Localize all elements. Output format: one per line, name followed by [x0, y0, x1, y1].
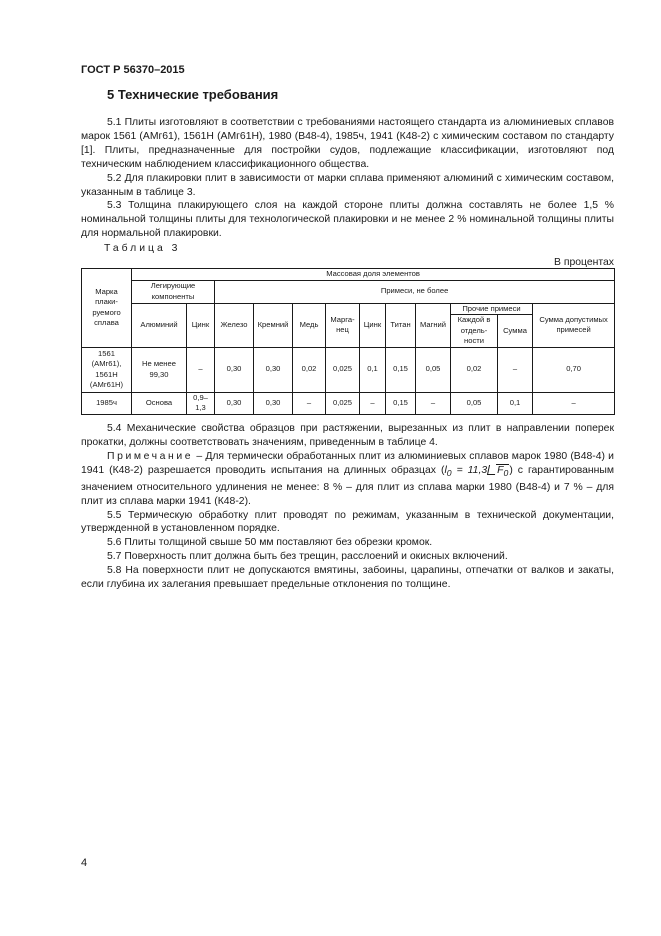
- cell-aluminium: Не менее 99,30: [132, 347, 187, 392]
- header-zinc: Цинк: [360, 303, 386, 347]
- page-number: 4: [81, 857, 88, 869]
- cell-zinc: 0,1: [360, 347, 386, 392]
- paragraph-5-5: 5.5 Термическую обработку плит проводят по режимам, указанным в технической документации, утвержденной в установленном порядке.: [81, 509, 614, 535]
- paragraph-5-8: 5.8 На поверхности плит не допускаются вмятины, забоины, царапины, отпечатки от валков и закаты, если глубина их залегания превышает предельные отклонения по толщине.: [81, 565, 614, 591]
- formula-coefficient: = 11,3: [451, 464, 488, 476]
- section-title: 5 Технические требования: [107, 87, 279, 102]
- header-zinc-alloy: Цинк: [187, 303, 215, 347]
- paragraph-5-3: 5.3 Толщина плакирующего слоя на каждой стороне плиты должна составлять не более 1,5 % номинальной толщины плиты для технологической плакировки и не менее 2 % номинальной толщины плиты для нормальной плакировки.: [81, 200, 614, 240]
- header-iron: Железо: [215, 303, 254, 347]
- table-caption: Таблица 3: [104, 243, 181, 254]
- cell-total: 0,70: [533, 347, 615, 392]
- header-mass-fraction: Массовая доля элементов: [132, 269, 615, 281]
- table-row: [82, 347, 615, 392]
- cell-zinc-alloy: –: [187, 347, 215, 392]
- note: [81, 450, 614, 509]
- table-unit: В процентах: [554, 257, 614, 268]
- paragraph-5-6: 5.6 Плиты толщиной свыше 50 мм поставляют без обрезки кромок.: [107, 537, 433, 549]
- header-manganese: Марга-нец: [326, 303, 360, 347]
- cell-each: 0,02: [451, 347, 498, 392]
- formula-radicand: [496, 464, 509, 476]
- formula-f-subscript: 0: [503, 467, 509, 478]
- formula-l-subscript: 0: [446, 467, 452, 478]
- cell-silicon: 0,30: [254, 392, 293, 414]
- cell-titanium: 0,15: [386, 392, 416, 414]
- elongation-formula: [444, 465, 509, 476]
- chemical-composition-table: [81, 268, 615, 415]
- note-text-after: ) с гарантированным значением относительного удлинения не менее: 8 % – для плит из сплава марки 1980 (В48-4) и 7 % – для плит из сплава марки 1941 (К48-2).: [81, 464, 614, 507]
- cell-zinc-alloy: 0,9–1,3: [187, 392, 215, 414]
- cell-sum: 0,1: [498, 392, 533, 414]
- header-copper: Медь: [293, 303, 326, 347]
- cell-aluminium: Основа: [132, 392, 187, 414]
- paragraph-5-2: 5.2 Для плакировки плит в зависимости от марки сплава применяют алюминий с химическим составом, указанным в таблице 3.: [81, 172, 614, 198]
- formula-f: F: [497, 464, 504, 476]
- header-total: Сумма допустимых примесей: [533, 303, 615, 347]
- cell-grade: 1561 (АМг61), 1561Н (АМг61Н): [82, 347, 132, 392]
- text-block-top: [81, 116, 614, 241]
- header-silicon: Кремний: [254, 303, 293, 347]
- formula-l: l: [444, 464, 447, 476]
- cell-copper: 0,02: [293, 347, 326, 392]
- cell-iron: 0,30: [215, 392, 254, 414]
- cell-total: –: [533, 392, 615, 414]
- header-each: Каждой в отдель-ности: [451, 315, 498, 348]
- cell-titanium: 0,15: [386, 347, 416, 392]
- text-block-bottom: [81, 422, 614, 592]
- cell-iron: 0,30: [215, 347, 254, 392]
- document-code: ГОСТ Р 56370–2015: [81, 64, 185, 76]
- cell-sum: –: [498, 347, 533, 392]
- header-impurities: Примеси, не более: [215, 280, 615, 303]
- cell-copper: –: [293, 392, 326, 414]
- cell-manganese: 0,025: [326, 392, 360, 414]
- header-titanium: Титан: [386, 303, 416, 347]
- cell-grade: 1985ч: [82, 392, 132, 414]
- header-other-impurities: Прочие примеси: [451, 303, 533, 315]
- header-alloying: Легирующие компоненты: [132, 280, 215, 303]
- cell-zinc: –: [360, 392, 386, 414]
- paragraph-5-7: 5.7 Поверхность плит должна быть без трещин, расслоений и окисных включений.: [107, 551, 508, 563]
- cell-each: 0,05: [451, 392, 498, 414]
- header-aluminium: Алюминий: [132, 303, 187, 347]
- cell-silicon: 0,30: [254, 347, 293, 392]
- header-grade: Марка плаки-руемого сплава: [82, 269, 132, 348]
- cell-magnesium: –: [416, 392, 451, 414]
- table-row: [82, 392, 615, 414]
- note-text-before: – Для термически обработанных плит из алюминиевых сплавов марок 1980 (В48-4) и 1941 (К48-2) разрешается проводить испытания на длинных образцах (: [81, 450, 614, 476]
- paragraph-5-4: 5.4 Механические свойства образцов при растяжении, вырезанных из плит в направлении поперек прокатки, должны соответствовать значениям, приведенным в таблице 4.: [81, 423, 614, 448]
- header-sum: Сумма: [498, 315, 533, 348]
- cell-manganese: 0,025: [326, 347, 360, 392]
- paragraph-5-1: 5.1 Плиты изготовляют в соответствии с требованиями настоящего стандарта из алюминиевых сплавов марок 1561 (АМг61), 1561Н (АМг61Н), 1980 (В48-4), 1985ч, 1941 (К48-2) с химическим составом по стандарту [1]. Плиты, предназначенные для постройки судов, подлежащие классификации, изготовляют под техническим наблюдением классификационного общества.: [81, 117, 614, 170]
- note-label: Примечание: [107, 450, 194, 462]
- cell-magnesium: 0,05: [416, 347, 451, 392]
- header-magnesium: Магний: [416, 303, 451, 347]
